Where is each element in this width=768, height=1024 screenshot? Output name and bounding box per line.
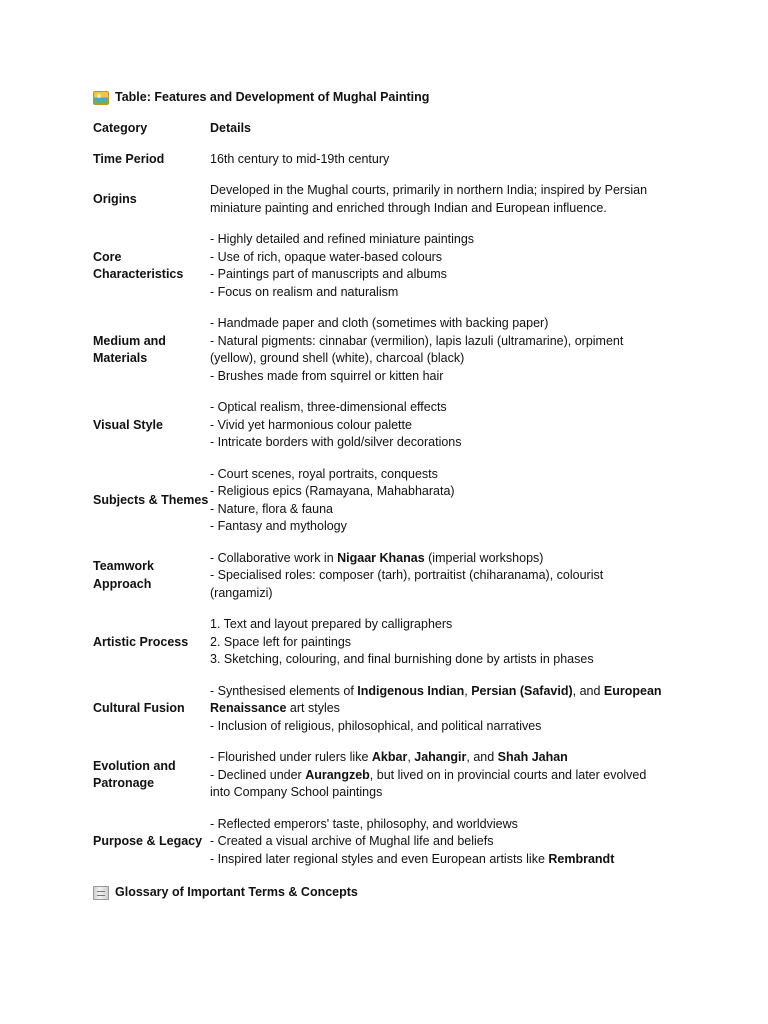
detail-line	[210, 634, 680, 652]
detail-line	[210, 350, 680, 368]
detail-text: 2. Space left for paintings	[210, 634, 352, 649]
column-header-details: Details	[210, 121, 251, 135]
detail-text: - Inclusion of religious, philosophical, and political narratives	[210, 718, 542, 733]
detail-text: - Fantasy and mythology	[210, 519, 347, 533]
detail-line	[210, 399, 680, 417]
row-category: Evolution and Patronage	[93, 758, 176, 791]
detail-line	[210, 333, 680, 351]
detail-line	[210, 651, 680, 669]
table-heading	[93, 88, 693, 108]
table-header-row	[93, 118, 680, 144]
table-row	[93, 543, 680, 610]
detail-text: , and	[572, 683, 604, 698]
bold-term: Aurangzeb	[305, 767, 370, 782]
row-details	[210, 676, 680, 743]
row-category: Purpose & Legacy	[93, 834, 203, 848]
table-row	[93, 676, 680, 743]
bold-term: Indigenous Indian	[357, 683, 465, 698]
detail-text: - Intricate borders with gold/silver decorations	[210, 435, 462, 449]
row-category: Core Characteristics	[93, 249, 184, 281]
detail-text: , and	[466, 750, 498, 764]
bold-term: Rembrandt	[548, 851, 615, 866]
row-category: Time Period	[93, 151, 165, 166]
detail-text: 3. Sketching, colouring, and final burnishing done by artists in phases	[210, 652, 594, 666]
detail-text: (rangamizi)	[210, 585, 273, 600]
detail-text: - Court scenes, royal portraits, conquests	[210, 466, 438, 481]
row-category: Teamwork Approach	[93, 559, 154, 591]
detail-text: Developed in the Mughal courts, primarily in northern India; inspired by Persian	[210, 183, 648, 197]
bold-term: Shah Jahan	[497, 750, 568, 764]
detail-line	[210, 567, 680, 585]
detail-line	[210, 501, 680, 519]
detail-text: - Flourished under rulers like	[210, 750, 372, 764]
detail-text: - Created a visual archive of Mughal life and beliefs	[210, 834, 494, 848]
detail-line	[210, 466, 680, 484]
detail-text: into Company School paintings	[210, 785, 383, 799]
detail-text: - Collaborative work in	[210, 550, 338, 565]
row-category: Subjects & Themes	[93, 492, 209, 507]
glossary-heading	[93, 883, 693, 903]
detail-text: ,	[407, 750, 415, 764]
detail-text: ,	[464, 683, 472, 698]
detail-text: - Synthesised elements of	[210, 683, 358, 698]
row-details	[210, 175, 680, 224]
bold-term: Jahangir	[414, 750, 467, 764]
detail-text: - Natural pigments: cinnabar (vermilion), lapis lazuli (ultramarine), orpiment	[210, 333, 624, 348]
detail-line	[210, 266, 680, 284]
glossary-title: Glossary of Important Terms & Concepts	[115, 885, 358, 900]
row-details	[210, 392, 680, 459]
table-row	[93, 144, 680, 176]
row-details	[210, 609, 680, 676]
row-details	[210, 809, 680, 876]
detail-line	[210, 585, 680, 603]
bold-term: Renaissance	[210, 701, 287, 715]
detail-text: 1. Text and layout prepared by calligraphers	[210, 617, 453, 631]
detail-text: 16th century to mid-19th century	[210, 151, 390, 166]
detail-text: - Paintings part of manuscripts and albums	[210, 267, 447, 281]
detail-line	[210, 182, 680, 200]
detail-text: - Reflected emperors' taste, philosophy, and worldviews	[210, 816, 518, 831]
detail-line	[210, 417, 680, 435]
detail-line	[210, 434, 680, 452]
detail-text: (yellow), ground shell (white), charcoal (black)	[210, 351, 465, 365]
row-category: Medium and Materials	[93, 333, 166, 365]
picture-icon	[93, 91, 109, 105]
table-row	[93, 175, 680, 224]
detail-line	[210, 550, 680, 568]
row-details	[210, 224, 680, 308]
scroll-icon	[93, 886, 109, 900]
document-page	[93, 88, 693, 903]
detail-line	[210, 249, 680, 267]
detail-text: - Vivid yet harmonious colour palette	[210, 417, 412, 432]
detail-text: - Inspired later regional styles and even European artists like	[210, 851, 549, 866]
detail-text: art styles	[286, 701, 340, 715]
detail-text: - Declined under	[210, 767, 306, 782]
detail-line	[210, 767, 680, 785]
table-row	[93, 809, 680, 876]
row-details	[210, 543, 680, 610]
detail-text: - Nature, flora & fauna	[210, 501, 333, 516]
table-row	[93, 609, 680, 676]
detail-line	[210, 851, 680, 869]
detail-line	[210, 284, 680, 302]
row-details	[210, 742, 680, 809]
table-row	[93, 308, 680, 392]
detail-line	[210, 200, 680, 218]
detail-text: - Focus on realism and naturalism	[210, 284, 399, 299]
detail-line	[210, 816, 680, 834]
detail-line	[210, 368, 680, 386]
detail-line	[210, 483, 680, 501]
detail-line	[210, 718, 680, 736]
column-header-category: Category	[93, 121, 148, 135]
detail-text: - Religious epics (Ramayana, Mahabharata)	[210, 484, 455, 498]
detail-line	[210, 315, 680, 333]
table-title: Table: Features and Development of Mughal Painting	[115, 90, 430, 105]
detail-text: - Highly detailed and refined miniature paintings	[210, 232, 475, 246]
row-category: Artistic Process	[93, 634, 189, 649]
table-row	[93, 392, 680, 459]
detail-line	[210, 151, 680, 169]
detail-text: miniature painting and enriched through Indian and European influence.	[210, 200, 607, 215]
row-details	[210, 308, 680, 392]
detail-text: - Handmade paper and cloth (sometimes with backing paper)	[210, 316, 549, 330]
detail-line	[210, 784, 680, 802]
table-row	[93, 224, 680, 308]
row-category: Visual Style	[93, 417, 163, 432]
detail-text: , but lived on in provincial courts and later evolved	[369, 767, 647, 782]
detail-text: - Specialised roles: composer (tarh), portraitist (chiharanama), colourist	[210, 568, 604, 582]
table-row	[93, 742, 680, 809]
detail-line	[210, 616, 680, 634]
detail-line	[210, 700, 680, 718]
row-category: Cultural Fusion	[93, 701, 185, 715]
detail-text: - Use of rich, opaque water-based colours	[210, 249, 443, 264]
bold-term: European	[603, 683, 662, 698]
detail-line	[210, 518, 680, 536]
row-category: Origins	[93, 191, 137, 206]
row-details	[210, 459, 680, 543]
detail-text: - Optical realism, three-dimensional effects	[210, 400, 447, 414]
bold-term: Nigaar Khanas	[337, 550, 425, 565]
detail-line	[210, 749, 680, 767]
detail-line	[210, 683, 680, 701]
features-table	[93, 118, 680, 875]
table-row	[93, 459, 680, 543]
detail-text: - Brushes made from squirrel or kitten hair	[210, 368, 444, 383]
detail-line	[210, 231, 680, 249]
bold-term: Persian (Safavid)	[471, 683, 573, 698]
row-details	[210, 144, 680, 176]
detail-line	[210, 833, 680, 851]
detail-text: (imperial workshops)	[424, 550, 544, 565]
bold-term: Akbar	[371, 750, 408, 764]
